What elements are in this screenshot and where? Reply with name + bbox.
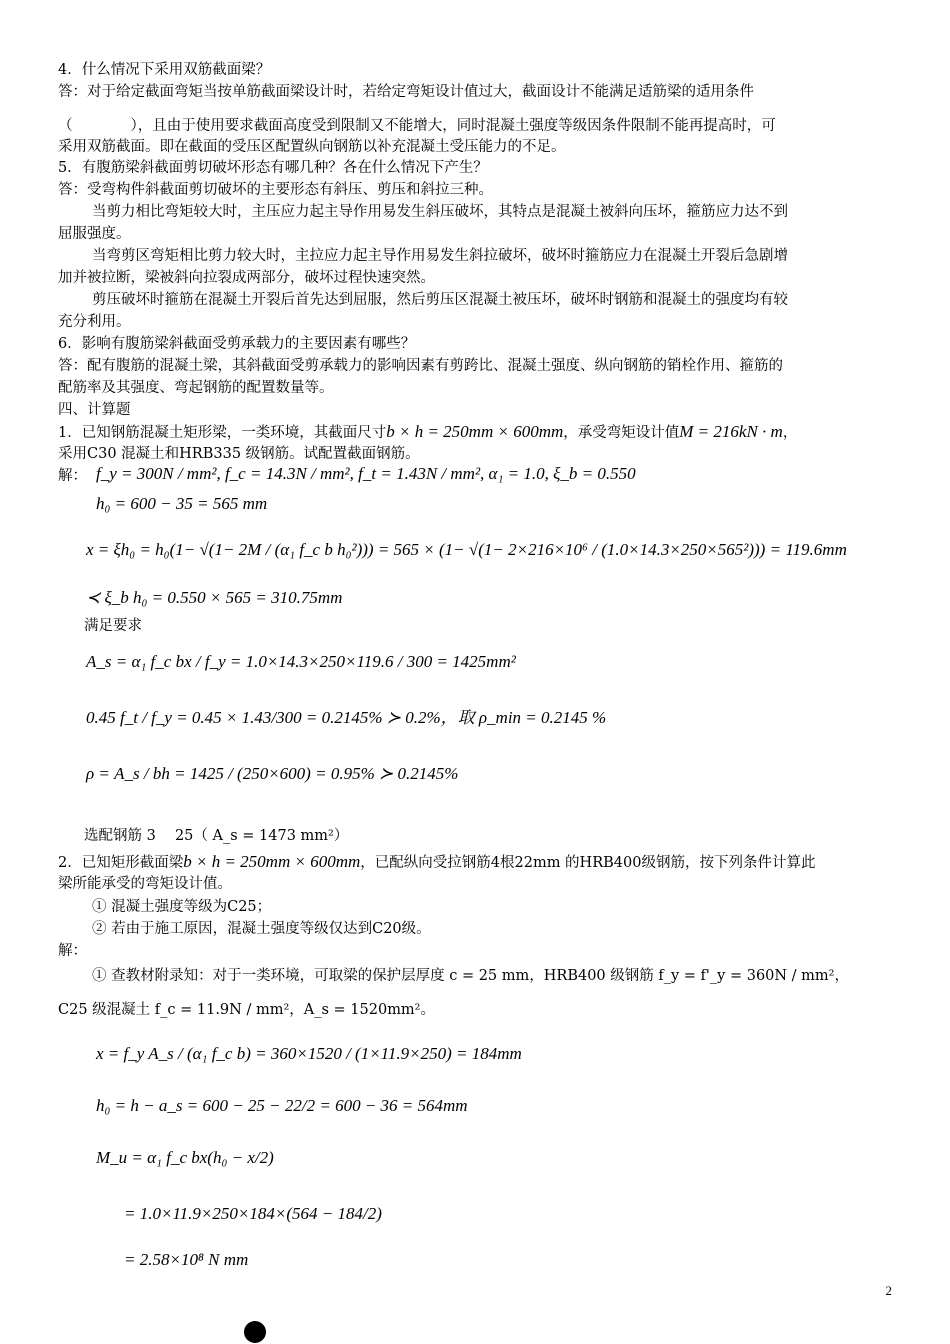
black-dot-mark: [244, 1321, 266, 1343]
calc2-step1-line2: C25 级混凝土 f_c = 11.9N / mm²，A_s = 1520mm²。: [58, 1002, 435, 1018]
calc1-h0: h₀ = 600 − 35 = 565 mm: [96, 494, 268, 513]
q4-answer-line2: （ ），且由于使用要求截面高度受到限制又不能增大，同时混凝土强度等级因条件限制不能再提高时，可: [58, 118, 776, 134]
q4-answer-line1: 答：对于给定截面弯矩当按单筋截面梁设计时，若给定弯矩设计值过大，截面设计不能满足适筋梁的适用条件: [58, 84, 754, 100]
q5-title: 5．有腹筋梁斜截面剪切破坏形态有哪几种？各在什么情况下产生？: [58, 160, 488, 176]
calc1-parameters: f_y = 300N / mm², f_c = 14.3N / mm², f_t = 1.43N / mm², α₁ = 1.0, ξ_b = 0.550: [96, 464, 636, 483]
calc1-choose: 选配钢筋 3 25（ A_s = 1473 mm²）: [84, 828, 349, 844]
q4-answer-line3: 采用双筋截面。即在截面的受压区配置纵向钢筋以补充混凝土受压能力的不足。: [58, 139, 566, 155]
calc2-Mu-line1: M_u = α₁ f_c bx(h₀ − x/2): [96, 1148, 274, 1167]
calc1-statement-line2: 采用C30 混凝土和HRB335 级钢筋。试配置截面钢筋。: [58, 446, 420, 462]
q5-paragraph2-line1: 当弯剪区弯矩相比剪力较大时，主拉应力起主导作用易发生斜拉破坏，破坏时箍筋应力在混凝土开裂后急剧增: [92, 248, 788, 264]
calc2-item1: ① 混凝土强度等级为C25；: [92, 899, 272, 915]
calc2-Mu-line3: = 2.58×10⁸ N mm: [124, 1250, 249, 1269]
calc2-Mu-line2: = 1.0×11.9×250×184×(564 − 184/2): [124, 1204, 382, 1223]
q5-paragraph1-line1: 当剪力相比弯矩较大时，主压应力起主导作用易发生斜压破坏，其特点是混凝土被斜向压坏，箍筋应力达不到: [92, 204, 788, 220]
calc2-statement-line1: 2．已知矩形截面梁b × h = 250mm × 600mm，已配纵向受拉钢筋4根22mm 的HRB400级钢筋，按下列条件计算此: [58, 852, 816, 871]
q5-paragraph1-line2: 屈服强度。: [58, 226, 131, 242]
q6-answer-line2: 配筋率及其强度、弯起钢筋的配置数量等。: [58, 380, 334, 396]
calc1-As: A_s = α₁ f_c bx / f_y = 1.0×14.3×250×119.6 / 300 = 1425mm²: [86, 652, 516, 671]
calc1-check: ≺ ξ_b h₀ = 0.550 × 565 = 310.75mm: [86, 588, 343, 607]
q4-title: 4．什么情况下采用双筋截面梁？: [58, 62, 271, 78]
q5-answer-line1: 答：受弯构件斜截面剪切破坏的主要形态有斜压、剪压和斜拉三种。: [58, 182, 493, 198]
calc2-item2: ② 若由于施工原因，混凝土强度等级仅达到C20级。: [92, 921, 431, 937]
calc2-h0: h₀ = h − a_s = 600 − 25 − 22/2 = 600 − 36 = 564mm: [96, 1096, 468, 1115]
calc1-x-equation: x = ξh₀ = h₀(1− √(1− 2M / (α₁ f_c b h₀²))) = 565 × (1− √(1− 2×216×10⁶ / (1.0×14.3×250×565²))) = 119.6mm: [86, 540, 847, 559]
calc2-step1-line1: ① 查教材附录知：对于一类环境，可取梁的保护层厚度 c = 25 mm，HRB400 级钢筋 f_y = f'_y = 360N / mm²，: [92, 968, 849, 984]
q5-paragraph3-line2: 充分利用。: [58, 314, 131, 330]
q6-title: 6．影响有腹筋梁斜截面受剪承载力的主要因素有哪些？: [58, 336, 416, 352]
page-number: 2: [885, 1283, 892, 1298]
calc1-ok: 满足要求: [84, 618, 142, 634]
calc1-rho: ρ = A_s / bh = 1425 / (250×600) = 0.95% ≻ 0.2145%: [86, 764, 459, 783]
calc2-x-equation: x = f_y A_s / (α₁ f_c b) = 360×1520 / (1×11.9×250) = 184mm: [96, 1044, 522, 1063]
q5-paragraph2-line2: 加并被拉断，梁被斜向拉裂成两部分，破坏过程快速突然。: [58, 270, 435, 286]
calc1-statement-line1: 1．已知钢筋混凝土矩形梁，一类环境，其截面尺寸b × h = 250mm × 600mm，承受弯矩设计值M = 216kN · m，: [58, 422, 798, 441]
calc1-solution-label: 解：: [58, 468, 87, 484]
calc2-solution-label: 解：: [58, 943, 87, 959]
q5-paragraph3-line1: 剪压破坏时箍筋在混凝土开裂后首先达到屈服，然后剪压区混凝土被压坏，破坏时钢筋和混凝土的强度均有较: [92, 292, 788, 308]
calc2-statement-line2: 梁所能承受的弯矩设计值。: [58, 876, 232, 892]
q6-answer-line1: 答：配有腹筋的混凝土梁，其斜截面受剪承载力的影响因素有剪跨比、混凝土强度、纵向钢筋的销栓作用、箍筋的: [58, 358, 783, 374]
calc1-rho-min: 0.45 f_t / f_y = 0.45 × 1.43/300 = 0.2145% ≻ 0.2%，取 ρ_min = 0.2145 %: [86, 708, 607, 727]
section-heading-calc: 四、计算题: [58, 402, 131, 418]
